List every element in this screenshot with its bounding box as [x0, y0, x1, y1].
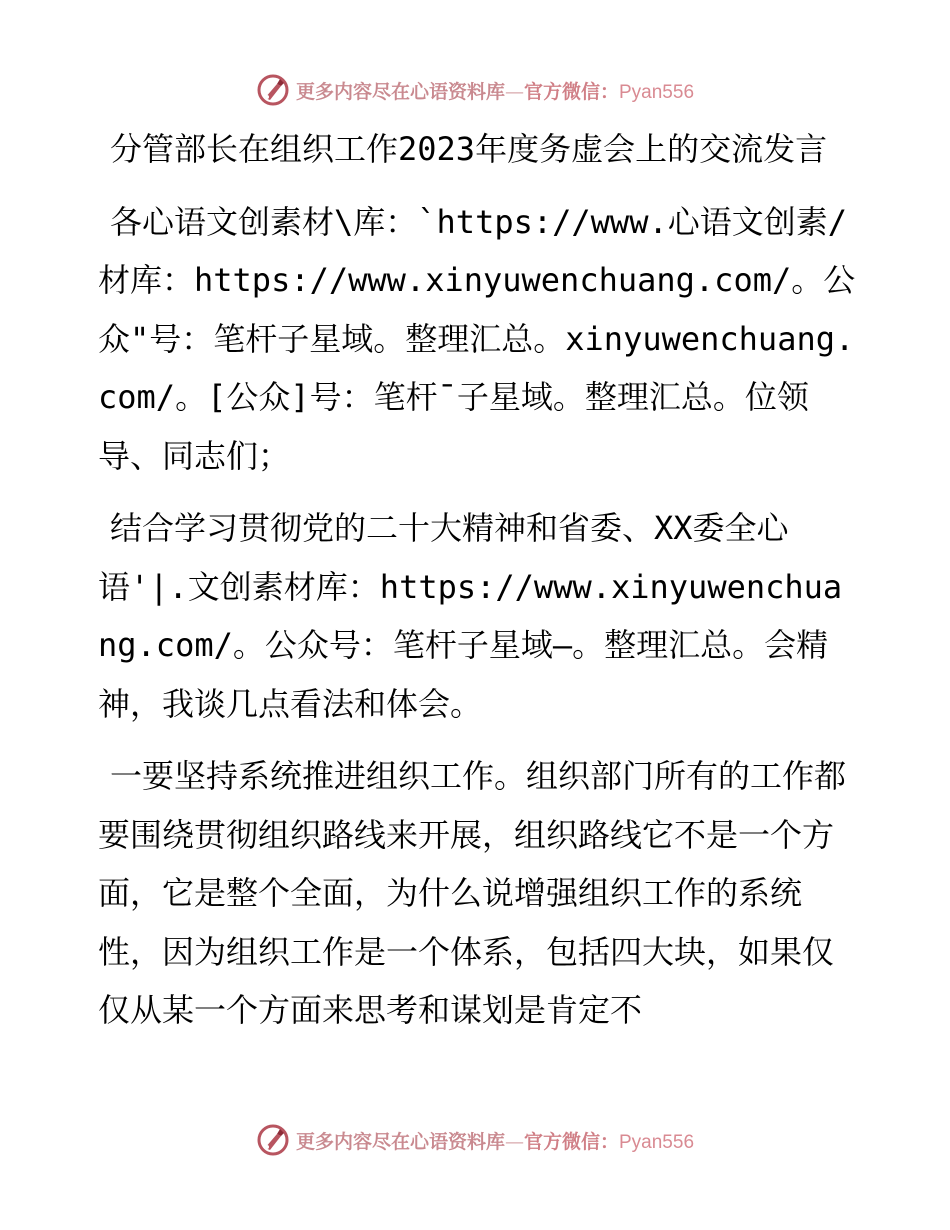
paragraph-2: 结合学习贯彻党的二十大精神和省委、XX委全心语'|.文创素材库：https://www.xinyuwenchuang.com/。公众号：笔杆子星域—。整理汇总。会精神，我谈几点看法和体会。 — [98, 509, 843, 723]
header-banner — [0, 68, 950, 112]
footer-banner — [0, 1118, 950, 1162]
pen-nib-logo-icon — [256, 73, 290, 107]
footer-banner-text — [296, 1127, 694, 1154]
paragraph-3: 一要坚持系统推进组织工作。组织部门所有的工作都要围绕贯彻组织路线来开展，组织路线它不是一个方面，它是整个全面，为什么说增强组织工作的系统性，因为组织工作是一个体系，包括四大块，如果仅仅从某一个方面来思考和谋划是肯定不 — [98, 757, 847, 1029]
header-banner-text — [296, 77, 694, 104]
paragraph-1: 各心语文创素材\库：`https://www.心语文创素/材库：https://www.xinyuwenchuang.com/。公众"号：笔杆子星域。整理汇总。xinyuwenchuang.com/。[公众]号：笔杆¯子星域。整理汇总。位领导、同志们； — [98, 202, 856, 475]
header-banner-inner — [256, 73, 694, 107]
footer-banner-inner — [256, 1123, 694, 1157]
header-banner-separator: — — [504, 80, 524, 103]
footer-banner-wechat-id: Pyan556 — [619, 1131, 695, 1153]
footer-banner-separator: — — [504, 1130, 524, 1153]
header-banner-main: 更多内容尽在心语资料库 — [295, 80, 505, 103]
header-banner-wechat-label: 官方微信： — [523, 80, 619, 103]
footer-banner-wechat-label: 官方微信： — [523, 1130, 619, 1153]
document-body — [98, 120, 858, 1040]
pen-nib-logo-icon — [256, 1123, 290, 1157]
header-banner-wechat-id: Pyan556 — [619, 81, 695, 103]
document-title: 分管部长在组织工作2023年度务虚会上的交流发言 — [110, 130, 828, 168]
footer-banner-main: 更多内容尽在心语资料库 — [295, 1130, 505, 1153]
